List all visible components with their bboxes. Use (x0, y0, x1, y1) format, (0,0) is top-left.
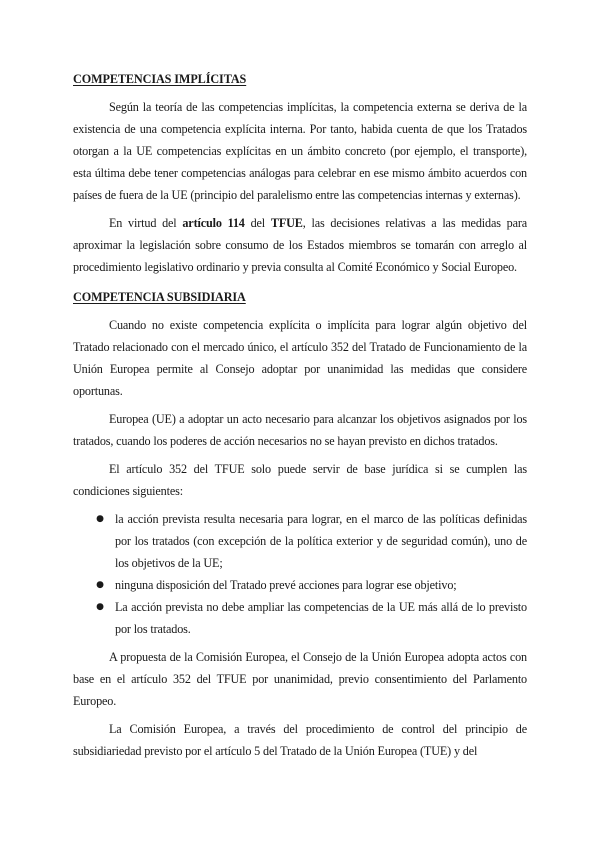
paragraph-articulo-114 (73, 212, 527, 278)
paragraph-text: , las decisiones relativas a las medidas para aproximar la legislación sobre consumo de los Estados miembros se tomarán con arreglo al procedimiento legislativo ordinario y previa consulta al Comité Económico y Social Europeo. (73, 216, 527, 274)
paragraph-comision-subsidiariedad: La Comisión Europea, a través del procedimiento de control del principio de subsidiariedad previsto por el artículo 5 del Tratado de la Unión Europea (TUE) y del (73, 722, 527, 758)
section-heading-competencia-subsidiaria: COMPETENCIA SUBSIDIARIA (73, 290, 246, 304)
paragraph-no-competencia-explicita: Cuando no existe competencia explícita o implícita para lograr algún objetivo del Tratado relacionado con el mercado único, el artículo 352 del Tratado de Funcionamiento de la Unión Europea permite al Consejo adoptar por unanimidad las medidas que considere oportunas. (73, 318, 527, 398)
paragraph-propuesta-comision: A propuesta de la Comisión Europea, el Consejo de la Unión Europea adopta actos con base en el artículo 352 del TFUE por unanimidad, previo consentimiento del Parlamento Europeo. (73, 650, 527, 708)
bold-reference-treaty: TFUE (270, 216, 303, 230)
list-item-text: la acción prevista resulta necesaria para lograr, en el marco de las políticas definidas por los tratados (con excepción de la política exterior y de seguridad común), uno de los objetivos de la UE; (115, 512, 527, 570)
paragraph-competencias-implicitas-theory: Según la teoría de las competencias implícitas, la competencia externa se deriva de la existencia de una competencia explícita interna. Por tanto, habida cuenta de que los Tratados otorgan a la UE competencias explícitas en un ámbito concreto (por ejemplo, el transporte), esta última debe tener competencias análogas para celebrar en ese mismo ámbito acuerdos con países de fuera de la UE (principio del paralelismo entre las competencias internas y externas). (73, 100, 527, 202)
list-item (73, 596, 527, 640)
bullet-icon: ● (96, 514, 104, 524)
bold-reference-article: artículo 114 (182, 216, 245, 230)
paragraph-text: del (244, 216, 271, 230)
list-item (73, 574, 527, 596)
bullet-icon: ● (96, 580, 104, 590)
paragraph-condiciones: El artículo 352 del TFUE solo puede servir de base jurídica si se cumplen las condiciones siguientes: (73, 462, 527, 498)
list-item-text: ninguna disposición del Tratado prevé acciones para lograr ese objetivo; (115, 578, 457, 592)
bullet-icon: ● (96, 602, 104, 612)
section-heading-competencias-implicitas: COMPETENCIAS IMPLÍCITAS (73, 72, 247, 86)
document-page (73, 68, 527, 762)
list-item (73, 508, 527, 574)
list-item-text: La acción prevista no debe ampliar las competencias de la UE más allá de lo previsto por los tratados. (115, 600, 527, 636)
conditions-list (73, 508, 527, 640)
paragraph-adoptar-acto: Europea (UE) a adoptar un acto necesario para alcanzar los objetivos asignados por los tratados, cuando los poderes de acción necesarios no se hayan previsto en dichos tratados. (73, 412, 527, 448)
paragraph-text: En virtud del (109, 216, 183, 230)
